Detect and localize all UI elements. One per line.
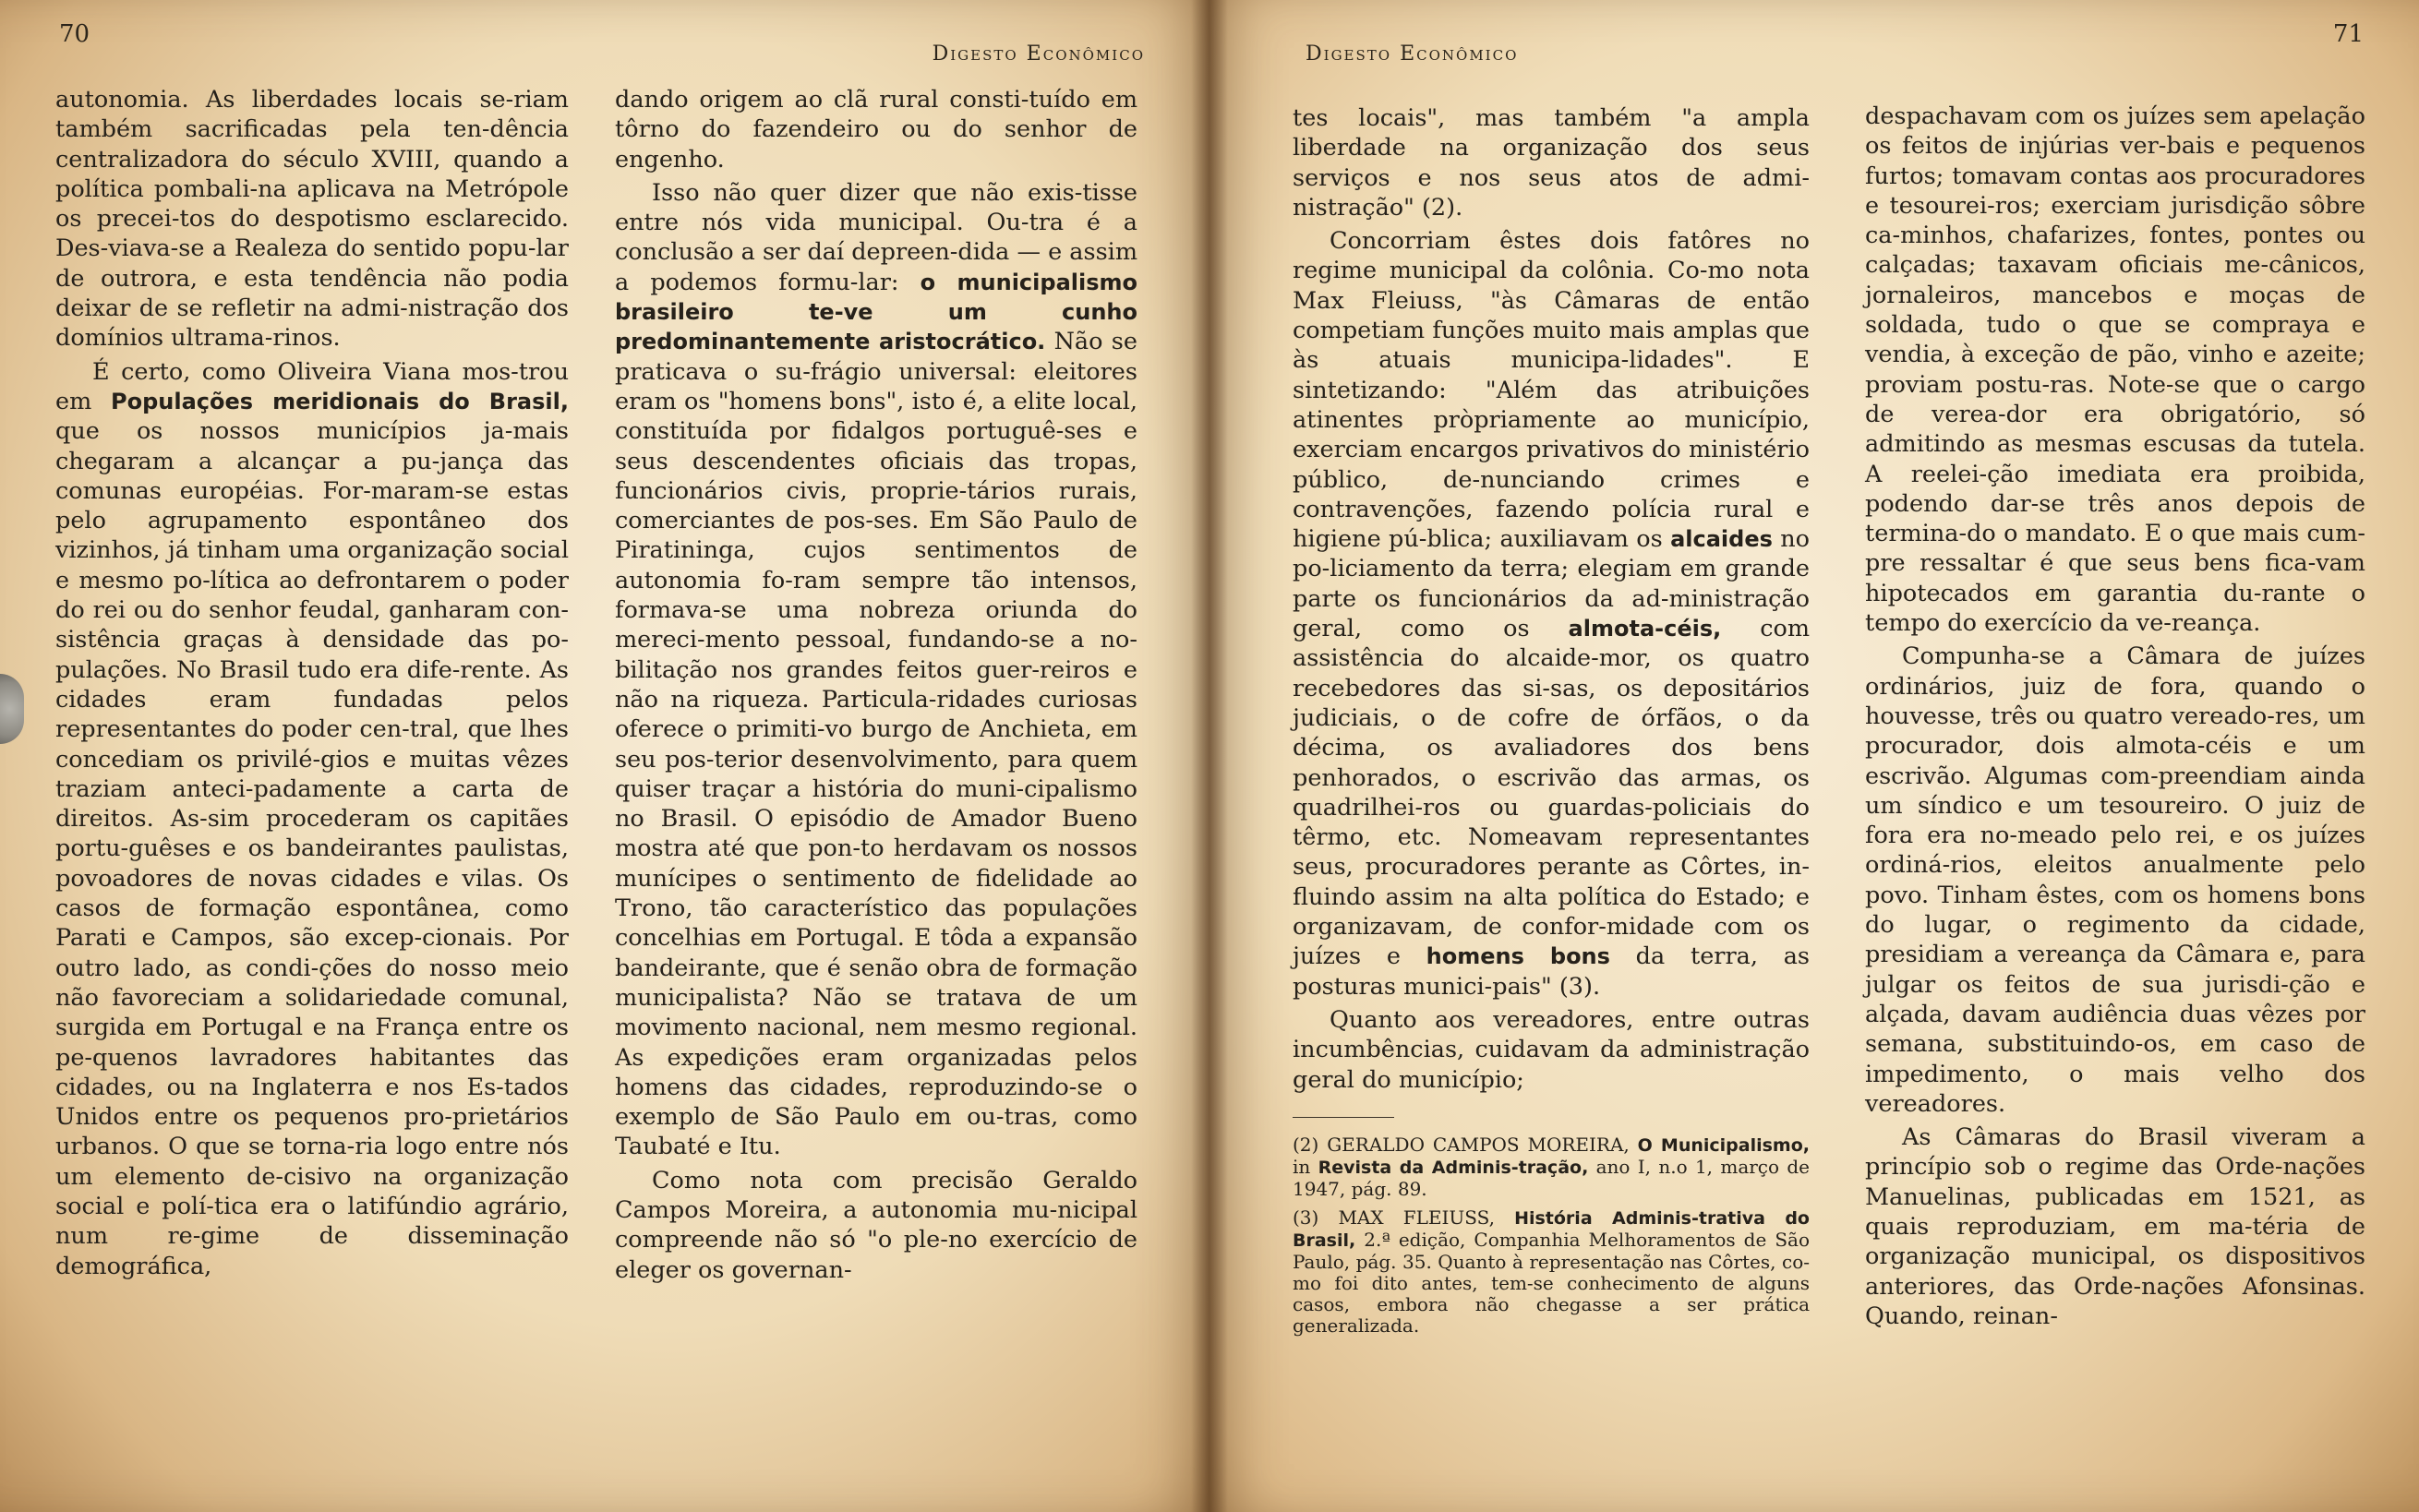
footnote-list: [1293, 1134, 1810, 1337]
running-head-right: Digesto Econômico: [1306, 42, 1519, 66]
bold-text: Populações meridionais do Brasil,: [111, 388, 569, 414]
text-run: (2) GERALDO CAMPOS MOREIRA,: [1293, 1133, 1638, 1156]
text-run: As Câmaras do Brasil viveram a princípio sob o regime das Orde-nações Manuelinas, publicadas em 1521, as quais reproduziam, em ma-téria de organização municipal, os dispositivos anteriores, das Orde-nações Afonsinas. Quando, reinan-: [1865, 1123, 2365, 1330]
text-run: dando origem ao clã rural consti-tuído em tôrno do fazendeiro ou do senhor de engenho.: [615, 86, 1137, 174]
paragraph: [1293, 103, 1810, 222]
paragraph: [615, 178, 1137, 1162]
text-run: Quanto aos vereadores, entre outras incumbências, cuidavam da administração geral do município;: [1293, 1005, 1810, 1094]
text-run: ano I, n.o 1, março de 1947, pág. 89.: [1293, 1155, 1810, 1200]
text-run: Isso não quer dizer que não exis-tisse entre nós vida municipal. Ou-tra é a conclusão a ser daí depreen-dida — e assim a podemos formu-lar:: [615, 178, 1138, 296]
text-run: in: [1293, 1155, 1318, 1178]
paragraph: [1293, 1005, 1810, 1095]
text-run: Compunha-se a Câmara de juízes ordinários, juiz de fora, quando o houvesse, três ou quatro vereado-res, um procurador, dois almota-céis e um escrivão. Algumas com-preendiam ainda um síndico e um tesoureiro. O juiz de fora era no-meado pelo rei, e os juízes ordiná-rios, eleitos anualmente pelo povo. Tinham êstes, com os homens bons do lugar, o regimento da cidade, presidiam a vereança da Câmara e, para julgar os feitos de sua jurisdi-ção e alçada, davam audiência duas vêzes por semana, substituindo-os, em caso de impedimento, o mais velho dos vereadores.: [1865, 642, 2365, 1118]
paragraph: [55, 357, 569, 1281]
paragraph: [1293, 1207, 1810, 1337]
page-number-right: 71: [2332, 20, 2364, 48]
paragraph: [615, 1166, 1137, 1285]
text-run: com assistência do alcaide-mor, os quatro recebedores das si-sas, os depositários judiciais, o de cofre de órfãos, o da décima, os avaliadores dos bens penhorados, o escrivão das armas, os quadrilhei-ros ou guardas-policiais do têrmo, etc. Nomeavam representantes seus, procuradores perante as Côrtes, in-fluindo assim na alta política do Estado; e organizavam, de confor-midade com os juízes e: [1293, 615, 1811, 971]
right-page: [1210, 0, 2419, 1512]
footnotes: [1293, 1117, 1810, 1337]
paragraph: [1865, 102, 2365, 638]
paragraph: [1865, 1122, 2365, 1331]
bold-text: Revista da Adminis-tração,: [1318, 1157, 1589, 1178]
bookmark-tab: [0, 674, 24, 744]
text-run: Não se praticava o su-frágio universal: eleitores eram os "homens bons", isto é, a elite local, constituída por fidalgos portuguê-ses e seus descendentes oficiais das tropas, funcionários civis, proprie-tários rurais, comerciantes de pos-ses. Em São Paulo de Piratininga, cujos sentimentos de autonomia fo-ram sempre tão intensos, formava-se uma nobreza oriunda do mereci-mento pessoal, fundando-se a no-bilitação nos grandes feitos guer-reiros e não na riqueza. Particula-ridades curiosas oferece o primiti-vo burgo de Anchieta, em seu pos-terior desenvolvimento, para quem quiser traçar a história do muni-cipalismo no Brasil. O episódio de Amador Bueno mostra até que pon-to herdavam os nossos munícipes o sentimento de fidelidade ao Trono, tão característico das populações concelhias em Portugal. E tôda a expansão bandeirante, que é senão obra de formação municipalista? Não se tratava de um movimento nacional, nem mesmo regional. As expedições eram organizadas pelos homens das cidades, reproduzindo-se o exemplo de São Paulo em ou-tras, como Taubaté e Itu.: [615, 328, 1137, 1161]
text-run: da terra, as posturas munici-pais" (3).: [1293, 942, 1810, 1001]
text-run: que os nossos municípios ja-mais chegaram a alcançar a pu-jança das comunas européias. For-maram-se estas pelo agrupamento espontâneo dos vizinhos, já tinham uma organização social e mesmo po-lítica ao defrontarem o poder do rei ou do senhor feudal, ganharam con-sistência graças à densidade das po-pulações. No Brasil tudo era dife-rente. As cidades eram fundadas pelos representantes do poder cen-tral, que lhes concediam os privilé-gios e muitas vêzes traziam anteci-padamente a carta de direitos. As-sim procederam os capitães portu-guêses e os bandeirantes paulistas, povoadores de novas cidades e vilas. Os casos de formação espontânea, como Parati e Campos, são excep-cionais. Por outro lado, as condi-ções do nosso meio não favoreciam a solidariedade comunal, surgida em Portugal e na França entre os pe-quenos lavradores habitantes das cidades, ou na Inglaterra e nos Es-tados Unidos entre os pequenos pro-prietários urbanos. O que se torna-ria logo entre nós um elemento de-cisivo na organização social e polí-tica era o latifúndio agrário, num re-gime de disseminação demográfica,: [55, 417, 569, 1280]
bold-text: almota-céis,: [1568, 616, 1722, 642]
text-run: Concorriam êstes dois fatôres no regime municipal da colônia. Co-mo nota Max Fleiuss, "às Câmaras de então competiam funções muito mais amplas que às atuais municipa-lidades". E sintetizando: "Além das atribuições atinentes pròpriamente ao município, exerciam encargos privativos do ministério público, de-nunciando crimes e contravenções, fazendo polícia rural e higiene pú-blica; auxiliavam os: [1293, 227, 1810, 554]
bold-text: o municipalismo brasileiro te-ve um cunho predominantemente aristocrático.: [615, 269, 1137, 355]
right-column-1: [1293, 103, 1810, 1344]
right-column-2: [1865, 102, 2365, 1331]
text-run: tes locais", mas também "a ampla liberdade na organização dos seus serviços e nos seus atos de admi-nistração" (2).: [1293, 104, 1810, 222]
paragraph: [1865, 642, 2365, 1119]
left-column-1: [55, 85, 569, 1281]
text-run: (3) MAX FLEIUSS,: [1293, 1206, 1515, 1229]
text-run: despachavam com os juízes sem apelação os feitos de injúrias ver-bais e pequenos furtos; tomavam contas aos procuradores e tesourei-ros; exerciam jurisdição sôbre ca-minhos, chafarizes, fontes, pontes ou calçadas; taxavam oficiais me-cânicos, jornaleiros, mancebos e moças de soldada, tudo o que se compraya e vendia, à exceção de pão, vinho e azeite; proviam postu-ras. Note-se que o cargo de verea-dor era obrigatório, só admitindo as mesmas escusas da tutela. A reelei-ção imediata era proibida, podendo dar-se três anos depois de termina-do o mandato. E o que mais cum-pre ressaltar é que seus bens fica-vam hipotecados em garantia du-rante o tempo do exercício da ve-reança.: [1865, 102, 2365, 638]
paragraph: [615, 85, 1137, 174]
text-run: 2.ª edição, Companhia Melhoramentos de São Paulo, pág. 35. Quanto à representação nas Côrtes, co-mo foi dito antes, tem-se conhecimento de alguns casos, embora não chegasse a ser prática generalizada.: [1293, 1228, 1810, 1337]
bold-text: O Municipalismo,: [1637, 1134, 1811, 1156]
paragraph: [1293, 226, 1810, 1002]
paragraph: [55, 85, 569, 354]
text-run: Como nota com precisão Geraldo Campos Moreira, a autonomia mu-nicipal compreende não só "o ple-no exercício de eleger os governan-: [615, 1166, 1137, 1284]
paragraph: [1293, 1134, 1810, 1200]
bold-text: homens bons: [1426, 943, 1610, 970]
text-run: É certo, como Oliveira Viana mos-trou em: [55, 357, 569, 415]
running-head-left: Digesto Econômico: [932, 42, 1145, 66]
footnote-rule: [1293, 1117, 1394, 1118]
bold-text: alcaides: [1670, 526, 1773, 553]
bold-text: História Adminis-trativa do Brasil,: [1293, 1207, 1810, 1251]
text-run: no po-liciamento da terra; elegiam em grande parte os funcionários da ad-ministração geral, como os: [1293, 525, 1811, 643]
right-column-1-body: [1293, 103, 1810, 1095]
page-number-left: 70: [59, 20, 90, 48]
text-run: autonomia. As liberdades locais se-riam também sacrificadas pela ten-dência centralizadora do século XVIII, quando a política pombali-na aplicava na Metrópole os precei-tos do despotismo esclarecido. Des-viava-se a Realeza do sentido popu-lar de outrora, e esta tendência não podia deixar de se refletir na admi-nistração dos domínios ultrama-rinos.: [55, 86, 569, 353]
book-gutter: [1191, 0, 1228, 1512]
left-column-2: [615, 85, 1137, 1285]
